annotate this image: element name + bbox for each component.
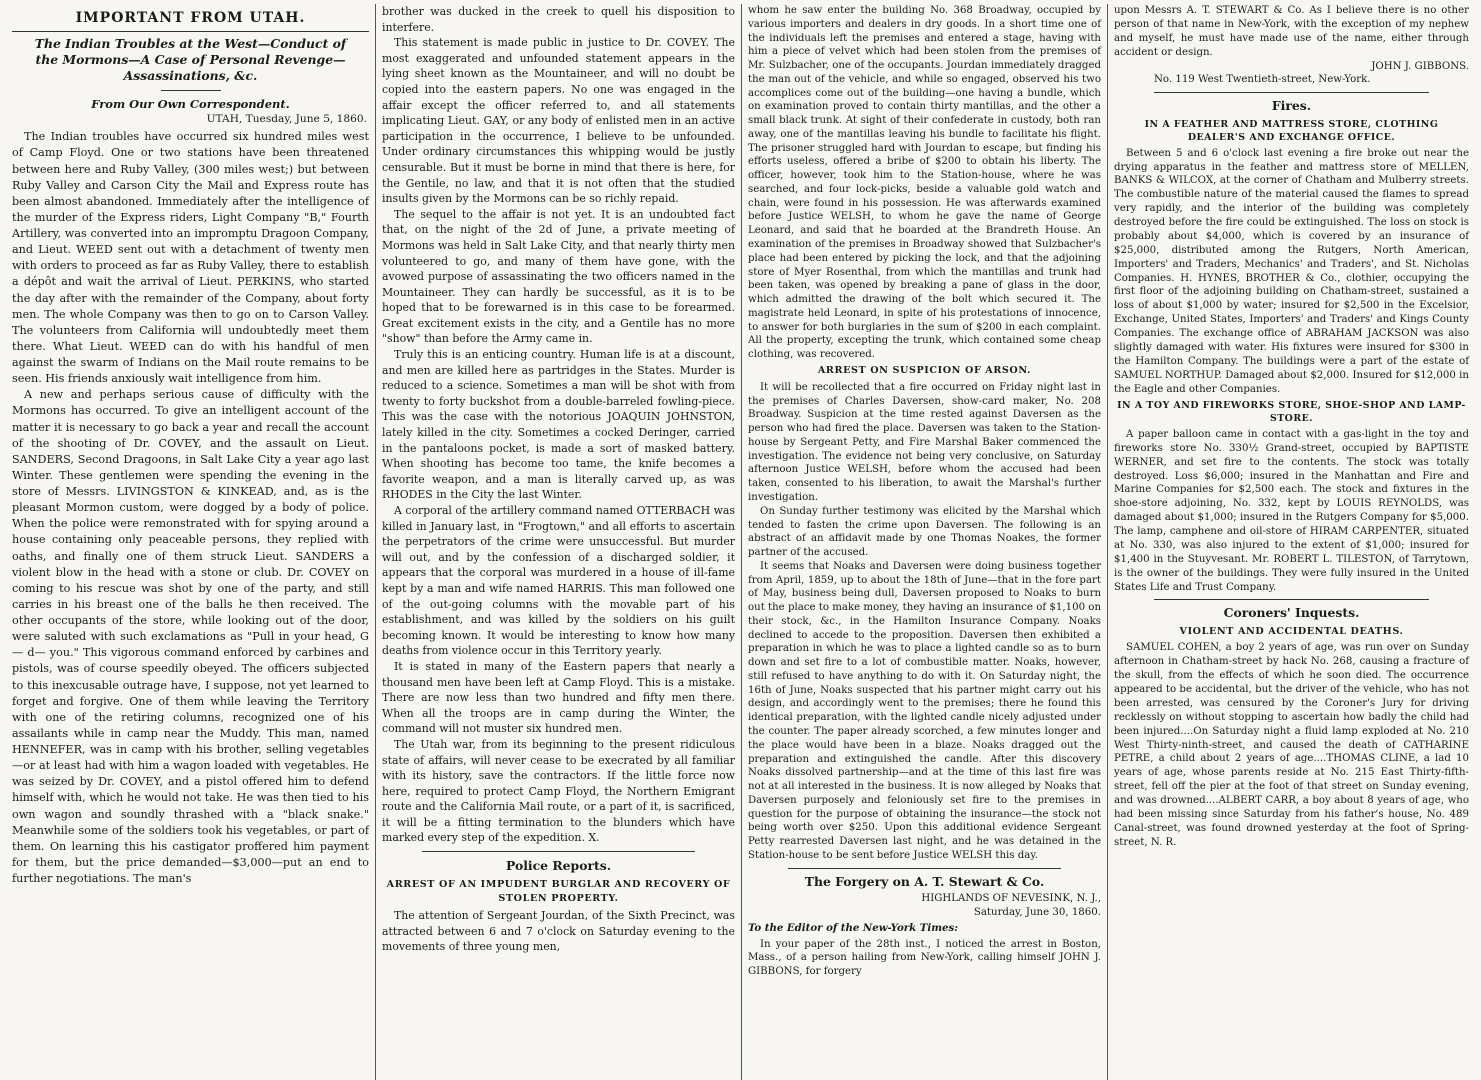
paragraph: upon Messrs A. T. STEWART & Co. As I believe there is no other person of that name in New-York, with the exception of my nephew and myself, he must have made use of the name, either through accident or design.: [1114, 5, 1469, 58]
divider: [788, 868, 1061, 869]
paragraph: A corporal of the artillery command named OTTERBACH was killed in January last, in "Frogtown," and all efforts to ascertain the perpetrators of the crime were unsuccessful. But murder will out, and by the confession of a discharged soldier, it appears that the corporal was murdered in a house of ill-fame kept by a man and wife named HARRIS. This man followed one of the out-going columns with the movable part of his establishment, and was killed by the soldiers on his guilt becoming known. It would be interesting to know how many deaths from violence occur in this Territory yearly.: [382, 504, 735, 658]
paragraph: whom he saw enter the building No. 368 Broadway, occupied by various importers and dealers in dry goods. In a short time one of the individuals left the premises and entered a stage, having with him a piece of velvet which had been stolen from the premises of Mr. Sulzbacher, one of the occupants. Jourdan immediately dragged the man out of the vehicle, and while so engaged, observed his two accomplices come out of the building—one having a bundle, which on examination proved to contain thirty mantillas, and the other a small black trunk. At sight of their confederate in custody, both ran away, one of the mantillas leaving his bundle to facilitate his flight. The prisoner struggled hard with Jourdan to escape, but finding his efforts useless, offered a bribe of $200 to obtain his liberty. The officer, however, took him to the Station-house, where he was searched, and four lock-picks, beside a valuable gold watch and chain, were found in his possession. He was afterwards examined before Justice WELSH, to whom he gave the name of George Leonard, and said that he boarded at the Brandreth House. An examination of the premises in Broadway showed that Sulzbacher's place had been entered by picking the lock, and that the adjoining store of Myer Rosenthal, from which the mantillas and trunk had been taken, was opened by breaking a pane of glass in the door, which admitted the drawing of the bolt which secured it. The magistrate held Leonard, in spite of his protestations of innocence, to answer for both burglaries in the sum of $200 in each complaint. All the property, excepting the trunk, which contained some cheap clothing, was recovered.: [748, 5, 1101, 361]
arson-subhead: ARREST ON SUSPICION OF ARSON.: [817, 364, 1032, 376]
paragraph: brother was ducked in the creek to quell his disposition to interfere.: [382, 5, 735, 34]
forgery-salutation: To the Editor of the New-York Times:: [748, 921, 958, 934]
paragraph: It is stated in many of the Eastern papers that nearly a thousand men have been left at Camp Floyd. This is a mistake. There are now less than two hundred and fifty men there. When all the troops are in camp during the Winter, the command will not muster six hundred men.: [382, 659, 735, 736]
paragraph: A new and perhaps serious cause of difficulty with the Mormons has occurred. To give an intelligent account of the matter it is necessary to go back a year and recall the account of the shooting of Dr. COVEY, and the assault on Lieut. SANDERS, Second Dragoons, in Salt Lake City a year ago last Winter. These gentlemen were spending the evening in the store of Messrs. LIVINGSTON & KINKEAD, and, as is the pleasant Mormon custom, were dogged by a body of police. When the police were remonstrated with for spying around a house containing only peaceable persons, they replied with oaths, and finally one of them struck Lieut. SANDERS a violent blow in the head with a stone or club. Dr. COVEY on coming to his rescue was shot by one of the party, and still carries in his breast one of the balls he then received. The other occupants of the store, while looking out of the door, were saluted with such exclamations as "Pull in your head, G— d— you." This vigorous command enforced by carbines and pistols, was of course speedily obeyed. The officers subjected to this inexcusable outrage have, I suppose, not yet learned to forget and forgive. One of them while leaving the Territory with one of the retiring columns, recognized one of his assailants while in camp near the Muddy. This man, named HENNEFER, was in camp with his brother, selling vegetables—or at least had with him a wagon loaded with vegetables. He was seized by Dr. COVEY, and a pistol offered him to defend himself with, which he would not take. He was then tied to his own wagon and soundly thrashed with a "black snake." Meanwhile some of the soldiers took his vegetables, or part of them. On learning this his castigator proffered him payment for them, but the price demanded—$3,000—put an end to further negotiations. The man's: [12, 388, 369, 886]
paragraph: Truly this is an enticing country. Human life is at a discount, and men are killed here as partridges in the States. Murder is reduced to a science. Sometimes a man will be shot with from twenty to forty buckshot from a double-barreled fowling-piece. This was the case with the notorious JOAQUIN JOHNSTON, lately killed in the city. Sometimes a cocked Deringer, carried in the pantaloons pocket, is made a sort of masked battery. When shooting has become too tame, the knife becomes a favorite weapon, and a man is literally carved up, as was RHODES in the City the last Winter.: [382, 348, 735, 502]
column-3: [742, 4, 1108, 1080]
paragraph: It seems that Noaks and Daversen were doing business together from April, 1859, up to about the 18th of June—that in the fore part of May, business being dull, Daversen proposed to Noaks to burn out the place to make money, they having an insurance of $1,100 on their stock, &c., in the Hamilton Insurance Company. Noaks declined to accede to the proposition. Daversen then exhibited a preparation in which he was to place a lighted candle so as to burn down and set fire to a lot of combustible matter. Noaks, however, still refused to have anything to do with it. On Saturday night, the 16th of June, Noaks suspected that his partner might carry out his design, and accordingly went to the premises; there he found this identical preparation, with the lighted candle nicely adjusted under the counter. The paper already scorched, a few minutes longer and the place would have been in a blaze. Noaks dragged out the preparation and extinguished the candle. After this discovery Noaks dissolved partnership—and at the time of this last fire was not at all interested in the business. It is now alleged by Noaks that Daversen purposely and feloniously set fire to the premises in question for the purpose of obtaining the insurance—the stock not being worth over $250. Upon this additional evidence Sergeant Petty rearrested Daversen last night, and he was detained in the Station-house to be sent before Justice WELSH this day.: [748, 560, 1102, 861]
divider: [1154, 599, 1429, 600]
divider: [422, 851, 695, 852]
column-2: [376, 4, 742, 1080]
paragraph: The Indian troubles have occurred six hundred miles west of Camp Floyd. One or two stations have been threatened between here and Ruby Valley, (300 miles west;) but between Ruby Valley and Carson City the Mail and Express route has been almost abandoned. Immediately after the intelligence of the murder of the Express riders, Light Company "B," Fourth Artillery, was converted into an impromptu Dragoon Company, and Lieut. WEED sent out with a detachment of twenty men with orders to proceed as far as Ruby Valley, there to establish a dépôt and wait the arrival of Lieut. PERKINS, who started the day after with the remainder of the Company, about forty men. The whole Company was then to go on to Carson Valley. The volunteers from California will undoubtedly meet them there. What Lieut. WEED can do with his handful of men against the swarm of Indians on the Mail route remains to be seen. His friends anxiously wait intelligence from him.: [12, 130, 369, 386]
paragraph: Between 5 and 6 o'clock last evening a fire broke out near the drying apparatus in the feather and mattress store of MELLEN, BANKS & WILCOX, at the corner of Chatham and Mulberry streets. The combustible nature of the material caused the flames to spread very rapidly, and the interior of the building was completely destroyed before the fire could be extinguished. The loss on stock is probably about $4,000, which is covered by an insurance of $25,000, distributed among the Rutgers, North American, Importers' and Traders, Mechanics' and Traders', and St. Nicholas Companies. H. HYNES, BROTHER & Co., clothier, occupying the first floor of the adjoining building on Chatham-street, sustained a loss of about $1,000 by water; insured for $2,500 in the Excelsior, Exchange, United States, Importers' and Traders' and Kings County Companies. The exchange office of ABRAHAM JACKSON was also slightly damaged with water. His fixtures were insured for $300 in the Hamilton Company. The buildings were a part of the estate of SAMUEL NORTHUP. Damaged about $2,000. Insured for $12,000 in the Eagle and other Companies.: [1114, 147, 1469, 395]
dateline: UTAH, Tuesday, June 5, 1860.: [206, 113, 367, 126]
divider: [161, 90, 221, 91]
letter-address: No. 119 West Twentieth-street, New-York.: [1154, 74, 1371, 86]
fires-title: Fires.: [1271, 98, 1312, 114]
divider: [1154, 92, 1429, 93]
fire2-subhead: IN A TOY AND FIREWORKS STORE, SHOE-SHOP AND LAMP-STORE.: [1117, 400, 1466, 425]
letter-signature: JOHN J. GIBBONS.: [1371, 60, 1469, 72]
forgery-title: The Forgery on A. T. Stewart & Co.: [804, 873, 1045, 889]
column-1: [6, 4, 376, 1080]
deck: The Indian Troubles at the West—Conduct of the Mormons—A Case of Personal Revenge—Assassinations, &c.: [34, 36, 347, 84]
forgery-dateline-date: Saturday, June 30, 1860.: [973, 907, 1101, 919]
paragraph: The sequel to the affair is not yet. It is an undoubted fact that, on the night of the 2d of June, a private meeting of Mormons was held in Salt Lake City, and that nearly thirty men volunteered to go, and many of them have gone, with the avowed purpose of assassinating the two officers named in the Mountaineer. They can hardly be successful, as it is to be hoped that to be forewarned is in this case to be forearmed. Great excitement exists in the city, and a Gentile has no more "show" than before the Army came in.: [382, 207, 735, 346]
fire1-subhead: IN A FEATHER AND MATTRESS STORE, CLOTHING DEALER'S AND EXCHANGE OFFICE.: [1144, 119, 1439, 143]
paragraph: It will be recollected that a fire occurred on Friday night last in the premises of Charles Daversen, show-card maker, No. 208 Broadway. Suspicion at the time rested against Daversen as the person who had fired the place. Daversen was taken to the Station-house by Sergeant Petty, and Fire Marshal Baker commenced the investigation. The evidence not being very conclusive, on Saturday afternoon Justice WELSH, before whom the accused had been taken, consented to his liberation, to await the Marshal's further investigation.: [748, 381, 1101, 503]
coroners-subhead: VIOLENT AND ACCIDENTAL DEATHS.: [1179, 626, 1404, 638]
paragraph: This statement is made public in justice to Dr. COVEY. The most exaggerated and unfounded statement appears in the lying sheet known as the Mountaineer, and will no doubt be copied into the eastern papers. No one was engaged in the affair except the officer referred to, and all statements implicating Lieut. GAY, or any body of enlisted men in an active participation in the occurrence, I believe to be unfounded. Under ordinary circumstances this whipping would be justly censurable. But it must be borne in mind that there is here, for the Gentile, no law, and that it is not often that the studied insults given by the Mormons can be so richly repaid.: [382, 36, 735, 206]
coroners-title: Coroners' Inquests.: [1223, 605, 1360, 621]
police-subhead: ARREST OF AN IMPUDENT BURGLAR AND RECOVERY OF STOLEN PROPERTY.: [386, 878, 731, 904]
paragraph: On Sunday further testimony was elicited by the Marshal which tended to fasten the crime upon Daversen. The following is an abstract of an affidavit made by one Thomas Noakes, the former partner of the accused.: [748, 505, 1101, 559]
headline: IMPORTANT FROM UTAH.: [12, 8, 369, 32]
paragraph: SAMUEL COHEN, a boy 2 years of age, was run over on Sunday afternoon in Chatham-street by hack No. 268, causing a fracture of the skull, from the effects of which he soon died. The occurrence appeared to be accidental, but the driver of the vehicle, who has not been arrested, was censured by the Coroner's Jury for driving recklessly on without stopping to ascertain how badly the child had been injured....On Saturday night a fluid lamp exploded at No. 210 West Thirty-ninth-street, and caused the death of CATHARINE PETRE, a child about 2 years of age....THOMAS CLINE, a lad 10 years of age, whose parents reside at No. 215 East Thirty-fifth-street, fell off the pier at the foot of that street on Sunday evening, and was drowned....ALBERT CARR, a boy about 8 years of age, who had been missing since Saturday from his father's house, No. 489 Canal-street, was found drowned yesterday at the foot of Spring-street, N. R.: [1114, 642, 1469, 848]
paragraph: The Utah war, from its beginning to the present ridiculous state of affairs, will never cease to be execrated by all familiar with its history, save the contractors. If the little force now here, required to protect Camp Floyd, the Northern Emigrant route and the California Mail route, or a part of it, is sacrificed, it will be a fitting termination to the blunders which have marked every step of the expedition. X.: [382, 737, 735, 845]
byline: From Our Own Correspondent.: [91, 96, 290, 111]
forgery-dateline-place: HIGHLANDS OF NEVESINK, N. J.,: [921, 893, 1101, 905]
paragraph: A paper balloon came in contact with a gas-light in the toy and fireworks store No. 330½ Grand-street, occupied by BAPTISTE WERNER, and set fire to the contents. The stock was totally destroyed. Loss $6,000; insured in the Manhattan and Fire and Marine Companies for $2,500 each. The stock and fixtures in the shoe-store adjoining, No. 332, kept by LOUIS REYNOLDS, was damaged about $1,000; insured in the Rutgers Company for $5,000. The lamp, camphene and oil-store of HIRAM CARPENTER, situated at No. 330, was also injured to the extent of $1,000; insured for $1,400 in the Stuyvesant. Mr. ROBERT L. TILESTON, of Tarrytown, is the owner of the buildings. They were fully insured in the United States Life and Trust Company.: [1114, 428, 1469, 593]
paragraph: In your paper of the 28th inst., I noticed the arrest in Boston, Mass., of a person hailing from New-York, calling himself JOHN J. GIBBONS, for forgery: [748, 938, 1101, 978]
police-reports-title: Police Reports.: [505, 858, 612, 874]
column-4: [1108, 4, 1475, 1080]
paragraph: The attention of Sergeant Jourdan, of the Sixth Precinct, was attracted between 6 and 7 o'clock on Saturday evening to the movements of three young men,: [382, 909, 735, 954]
